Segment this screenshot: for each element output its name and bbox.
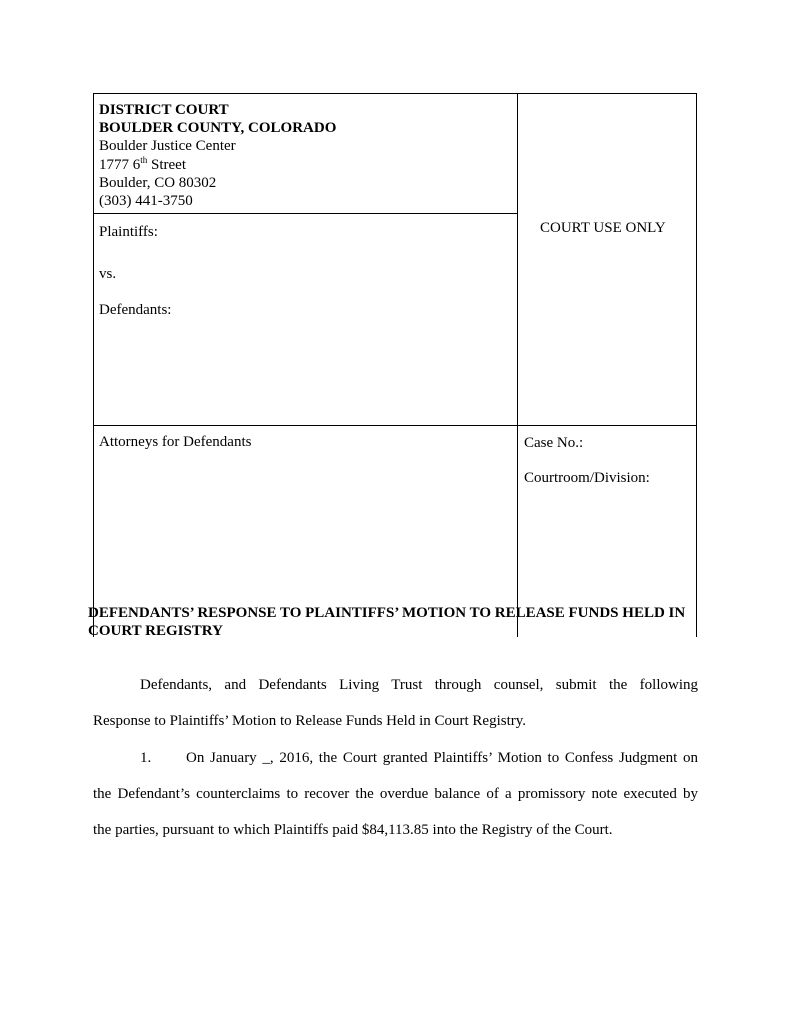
courtroom-division-label: Courtroom/Division: [524,470,650,486]
court-phone: (303) 441-3750 [99,193,193,210]
intro-paragraph [93,667,698,739]
street-name: Street [147,156,187,173]
table-top-border [93,93,697,94]
attorneys-label: Attorneys for Defendants [99,434,252,450]
street-ordinal: th [140,154,148,165]
court-info-bottom-border [93,213,517,214]
table-left-border [93,93,94,637]
versus-label: vs. [99,266,117,282]
plaintiffs-label: Plaintiffs: [99,224,158,240]
item-1-line-1: On January _, 2016, the Court granted Plaintiffs’ Motion to Confess Judgment on [186,750,698,766]
item-1-line-3: the parties, pursuant to which Plaintiffs paid $84,113.85 into the Registry of the Court. [93,822,613,838]
court-info-block [99,101,336,210]
case-number-label: Case No.: [524,435,584,451]
street-number: 1777 6 [99,156,141,173]
defendants-label: Defendants: [99,302,172,318]
table-center-divider [517,93,518,637]
item-1-number: 1. [140,750,152,766]
intro-line-1: Defendants, and Defendants Living Trust through counsel, submit the following [140,677,698,693]
court-building: Boulder Justice Center [99,138,236,155]
document-title-line-1: DEFENDANTS’ RESPONSE TO PLAINTIFFS’ MOTION TO RELEASE FUNDS HELD IN [88,605,686,621]
table-right-border [696,93,697,637]
court-name: DISTRICT COURT [99,102,229,118]
court-use-only-label: COURT USE ONLY [540,220,666,236]
court-city-state-zip: Boulder, CO 80302 [99,174,217,191]
intro-line-2: Response to Plaintiffs’ Motion to Release Funds Held in Court Registry. [93,713,527,729]
item-1-line-2: the Defendant’s counterclaims to recover the overdue balance of a promissory note executed by [93,786,698,802]
document-title [88,604,728,640]
document-title-line-2: COURT REGISTRY [88,623,223,639]
parties-bottom-border [93,425,697,426]
item-1-paragraph [93,740,698,848]
court-street [99,156,336,174]
court-county: BOULDER COUNTY, COLORADO [99,120,337,137]
